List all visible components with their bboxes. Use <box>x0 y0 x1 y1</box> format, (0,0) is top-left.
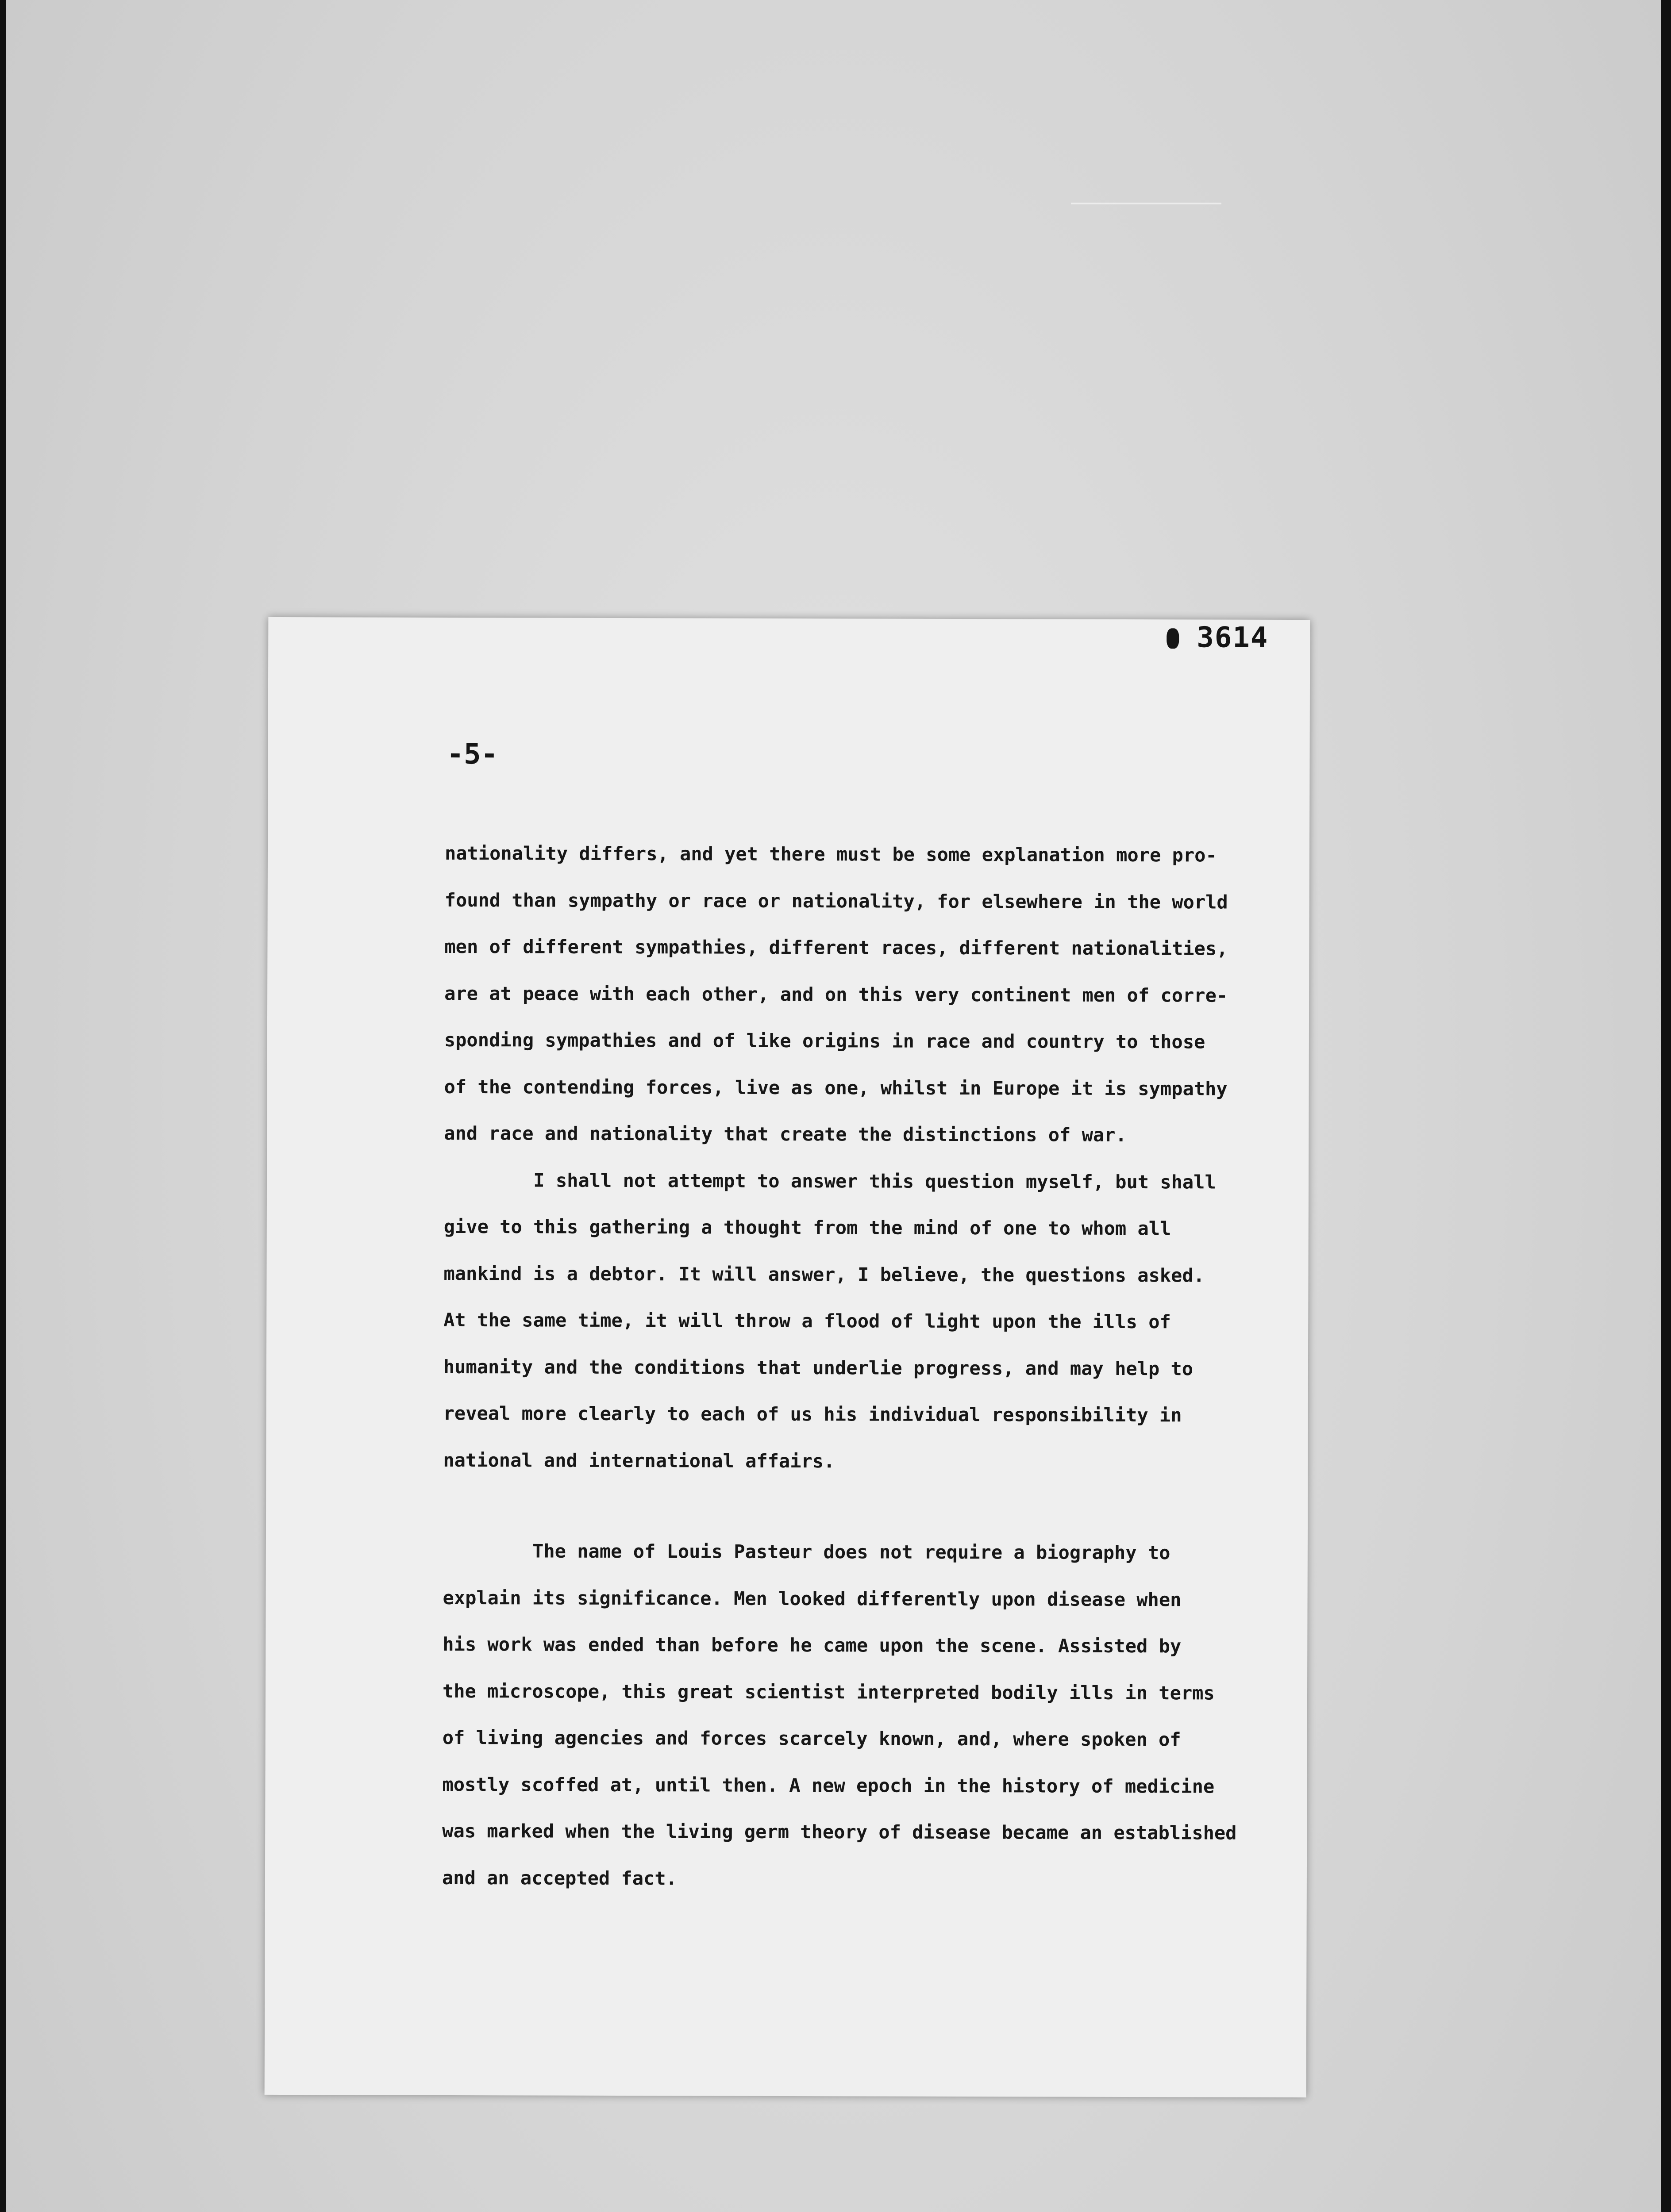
text-line: explain its significance. Men looked differently upon disease when <box>443 1586 1182 1610</box>
ink-dot <box>1167 628 1179 649</box>
text-line: found than sympathy or race or nationality, for elsewhere in the world <box>444 889 1228 913</box>
text-line: sponding sympathies and of like origins in race and country to those <box>444 1029 1205 1053</box>
text-line: At the same time, it will throw a flood of light upon the ills of <box>443 1309 1171 1333</box>
page-marker: -5- <box>447 737 498 771</box>
text-line: national and international affairs. <box>443 1449 835 1472</box>
text-line: of living agencies and forces scarcely known, and, where spoken of <box>442 1726 1181 1751</box>
film-edge <box>0 0 6 2212</box>
text-line: reveal more clearly to each of us his individual responsibility in <box>443 1402 1182 1426</box>
paragraph-gap <box>443 1483 1231 1530</box>
text-line: mankind is a debtor. It will answer, I believe, the questions asked. <box>443 1262 1205 1286</box>
text-line: the microscope, this great scientist interpreted bodily ills in terms <box>442 1680 1215 1704</box>
text-line: men of different sympathies, different races, different nationalities, <box>444 935 1228 960</box>
text-line: humanity and the conditions that underlie progress, and may help to <box>443 1356 1194 1379</box>
text-line: his work was ended than before he came upon the scene. Assisted by <box>443 1633 1182 1657</box>
text-line: mostly scoffed at, until then. A new epoch in the history of medicine <box>442 1773 1215 1797</box>
text-line: are at peace with each other, and on this very continent men of corre- <box>444 982 1228 1006</box>
film-edge <box>1661 0 1671 2212</box>
text-line: and race and nationality that create the distinctions of war. <box>444 1122 1127 1146</box>
text-line: and an accepted fact. <box>442 1866 677 1889</box>
document-body <box>442 830 1237 1903</box>
document-number: 3614 <box>1167 621 1268 654</box>
text-line: was marked when the living germ theory of disease became an established <box>442 1820 1237 1844</box>
text-line: nationality differs, and yet there must be some explanation more pro- <box>444 842 1217 866</box>
text-line: give to this gathering a thought from the mind of one to whom all <box>443 1215 1171 1240</box>
text-line: of the contending forces, live as one, whilst in Europe it is sympathy <box>444 1075 1228 1100</box>
text-line: I shall not attempt to answer this question myself, but shall <box>443 1169 1216 1193</box>
typed-document-page <box>265 617 1310 2097</box>
film-scratch <box>1071 203 1221 204</box>
text-line: The name of Louis Pasteur does not require a biography to <box>443 1540 1170 1564</box>
